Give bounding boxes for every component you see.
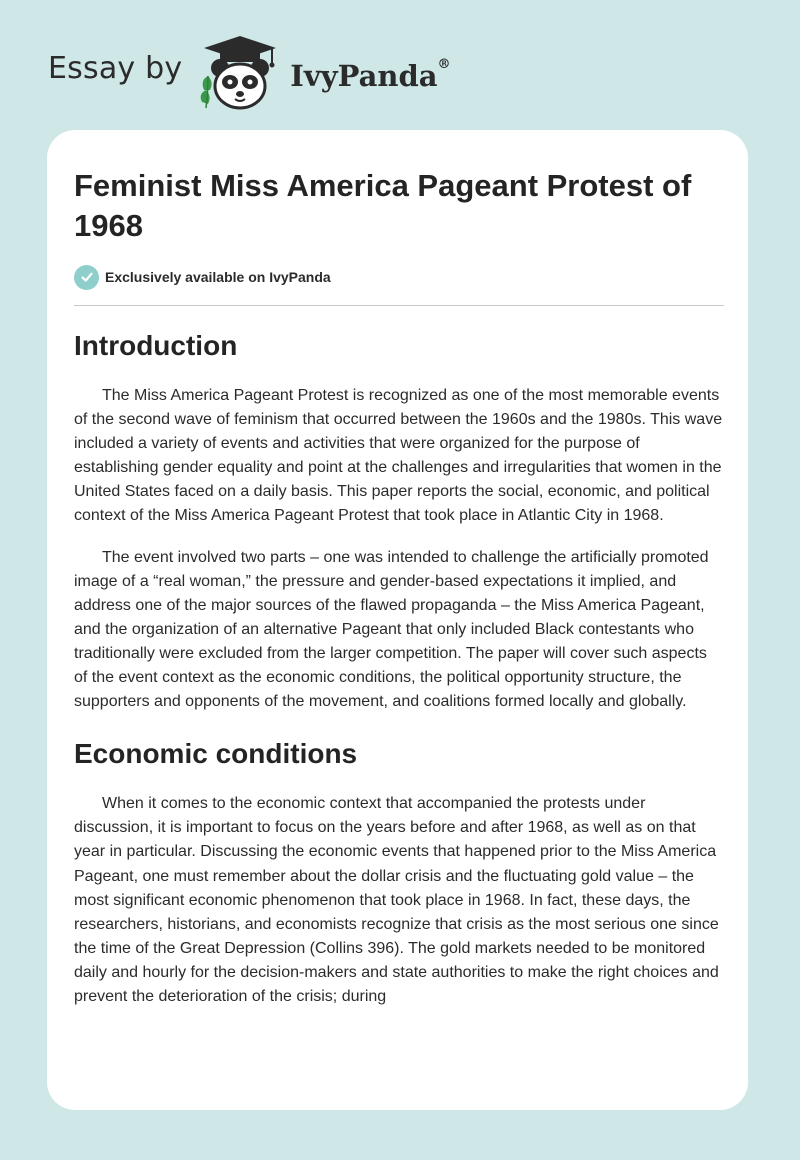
- badge-text: Exclusively available on IvyPanda: [105, 269, 331, 285]
- essay-by-label: Essay by: [48, 50, 183, 86]
- essay-title: Feminist Miss America Pageant Protest of 1968: [74, 168, 692, 243]
- panda-logo-icon: [196, 32, 284, 112]
- site-header: [48, 32, 451, 112]
- section-heading-introduction: Introduction: [74, 330, 238, 361]
- paragraph: When it comes to the economic context that accompanied the protests under discussion, it is important to focus on the years before and after 1968, as well as on that year in particular. Discussing the economic events that happened prior to the Miss America Pageant, one must remember about the dollar crisis and the fluctuating gold value – the most significant economic phenomenon that took place in 1968. In fact, these days, the researchers, historians, and economists recognize that crisis as the most serious one since the time of the Great Depression (Collins 396). The gold markets needed to be monitored daily and hourly for the decision-makers and state authorities to make the right choices and prevent the deterioration of the crisis; during: [74, 795, 719, 1005]
- ivypanda-logo[interactable]: [196, 32, 284, 112]
- divider: [74, 305, 724, 306]
- essay-content: [74, 166, 724, 1009]
- essay-card: [47, 130, 748, 1110]
- paragraph: The event involved two parts – one was intended to challenge the artificially promoted image of a “real woman,” the pressure and gender-based expectations it implied, and address one of the major sources of the flawed propaganda – the Miss America Pageant, and the organization of an alternative Pageant that only included Black contestants who traditionally were excluded from the larger competition. The paper will cover such aspects of the event context as the economic conditions, the political opportunity structure, the supporters and opponents of the movement, and coalitions formed locally and globally.: [74, 548, 709, 711]
- brand-name[interactable]: IvyPanda®: [290, 57, 451, 93]
- exclusive-badge: [74, 263, 724, 291]
- check-circle-icon: [74, 265, 99, 290]
- section-heading-economic-conditions: Economic conditions: [74, 738, 358, 770]
- paragraph: The Miss America Pageant Protest is recognized as one of the most memorable events of the second wave of feminism that occurred between the 1960s and the 1980s. This wave included a variety of events and activities that were organized for the purpose of establishing gender equality and point at the challenges and irregularities that women in the United States faced on a daily basis. This paper reports the social, economic, and political context of the Miss America Pageant Protest that took place in Atlantic City in 1968.: [74, 387, 723, 525]
